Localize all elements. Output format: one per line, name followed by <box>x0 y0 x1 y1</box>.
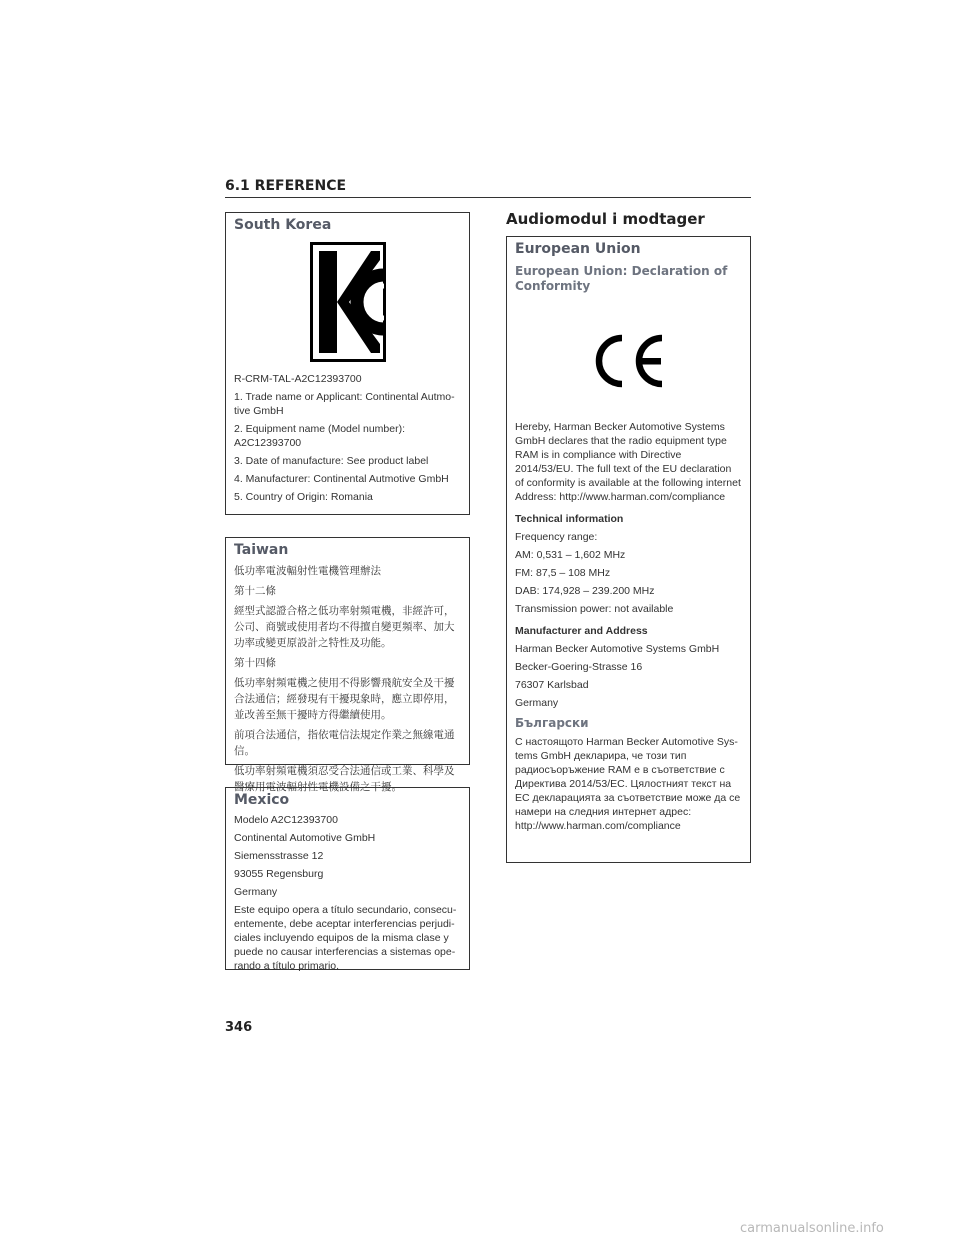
taiwan-line: 前項合法通信，指依電信法規定作業之無線電通信。 <box>234 729 455 757</box>
tech-line: FM: 87,5 – 108 MHz <box>515 567 611 579</box>
eu-subtitle: European Union: Declaration of Conformity <box>515 264 728 293</box>
mfr-line: 76307 Karlsbad <box>515 679 589 691</box>
mexico-line: Siemensstrasse 12 <box>234 850 324 862</box>
mexico-line: Germany <box>234 886 278 898</box>
taiwan-line: 低功率射頻電機須忍受合法通信或工業、科學及醫療用電波輻射性電機設備之干擾。 <box>234 765 455 793</box>
south-korea-item: 1. Trade name or Applicant: Continental Autmotive GmbH <box>234 391 455 417</box>
mfr-line: Becker-Goering-Strasse 16 <box>515 661 643 673</box>
taiwan-box <box>225 537 470 793</box>
south-korea-item: 3. Date of manufacture: See product label <box>234 455 429 467</box>
watermark-text: carmanualsonline.info <box>740 1221 884 1236</box>
south-korea-cert: R-CRM-TAL-A2C12393700 <box>234 373 362 385</box>
mexico-title: Mexico <box>234 792 290 808</box>
taiwan-line: 第十四條 <box>234 657 276 669</box>
taiwan-title: Taiwan <box>234 542 289 558</box>
south-korea-box <box>225 212 470 515</box>
eu-title: European Union <box>515 241 641 257</box>
tech-line: AM: 0,531 – 1,602 MHz <box>515 549 626 561</box>
south-korea-item: 2. Equipment name (Model number): A2C12393700 <box>234 423 405 449</box>
mfr-line: Germany <box>515 697 559 709</box>
european-union-box <box>506 236 751 863</box>
mexico-line: Modelo A2C12393700 <box>234 814 338 826</box>
ce-mark-icon <box>515 332 742 390</box>
mexico-line: 93055 Regensburg <box>234 868 324 880</box>
page-number: 346 <box>225 1020 253 1035</box>
mexico-box <box>225 787 470 970</box>
tech-line: Transmission power: not available <box>515 603 674 615</box>
tech-line: DAB: 174,928 – 239.200 MHz <box>515 585 655 597</box>
mfr-heading: Manufacturer and Address <box>515 625 648 637</box>
south-korea-title: South Korea <box>234 217 332 233</box>
south-korea-item: 5. Country of Origin: Romania <box>234 491 373 503</box>
mfr-line: Harman Becker Automotive Systems GmbH <box>515 643 720 655</box>
taiwan-line: 第十二條 <box>234 585 276 597</box>
bg-heading: Български <box>515 716 589 730</box>
tech-line: Frequency range: <box>515 531 598 543</box>
taiwan-line: 經型式認證合格之低功率射頻電機，非經許可，公司、商號或使用者均不得擅自變更頻率、加大功率或變更原設計之特性及功能。 <box>234 605 455 649</box>
tech-heading: Technical information <box>515 513 624 525</box>
mexico-line: Continental Automotive GmbH <box>234 832 376 844</box>
section-header: 6.1 REFERENCE <box>225 178 751 198</box>
kc-mark-icon <box>234 242 461 362</box>
south-korea-item: 4. Manufacturer: Continental Autmotive GmbH <box>234 473 449 485</box>
column-title: Audiomodul i modtager <box>506 210 705 228</box>
taiwan-line: 低功率射頻電機之使用不得影響飛航安全及干擾合法通信；經發現有干擾現象時，應立即停用，並改善至無干擾時方得繼續使用。 <box>234 677 455 721</box>
eu-declaration: Hereby, Harman Becker Automotive Systems GmbH declares that the radio equipment type RAM is in compliance with Directive 2014/53/EU. The full text of the EU declaration of conformity is available at the following internet Address: http://www.harman.com/compliance <box>515 421 741 503</box>
mexico-line: Este equipo opera a título secundario, consecuentemente, debe aceptar interferencias perjudiciales incluyendo equipos de la misma clase y puede no causar interferencias a sistemas operando a título primario. <box>234 904 457 972</box>
bg-text: С настоящото Harman Becker Automotive Systems GmbH декларира, че този тип радиосъоръжение RAM е в съответствие с Директива 2014/53/ЕС. Цялостният текст на ЕС декларацията за съответствие може да се намери на следния интернет адрес: http://www.harman.com/compliance <box>515 736 741 832</box>
taiwan-line: 低功率電波輻射性電機管理辦法 <box>234 565 381 577</box>
